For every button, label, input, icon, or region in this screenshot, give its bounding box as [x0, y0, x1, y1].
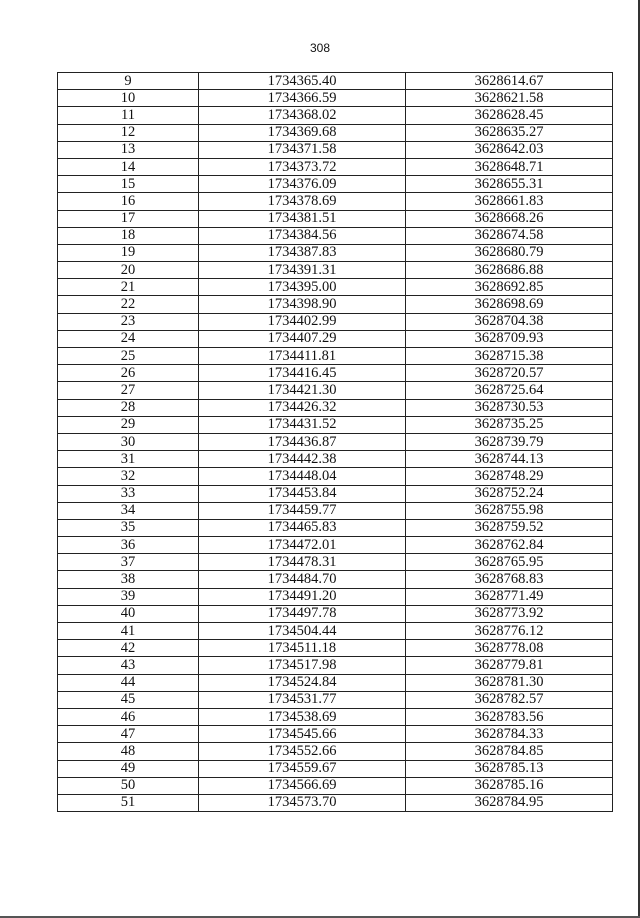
- x-coordinate-cell: 1734384.56: [199, 227, 406, 244]
- x-coordinate-cell: 1734559.67: [199, 760, 406, 777]
- table-row: [58, 571, 613, 588]
- x-coordinate-cell: 1734472.01: [199, 537, 406, 554]
- table-row: [58, 73, 613, 90]
- page-number: 308: [309, 41, 331, 55]
- x-coordinate-cell: 1734453.84: [199, 485, 406, 502]
- x-coordinate-cell: 1734517.98: [199, 657, 406, 674]
- point-number-cell: 46: [58, 708, 199, 725]
- point-number-cell: 27: [58, 382, 199, 399]
- point-number-cell: 18: [58, 227, 199, 244]
- table-row: [58, 330, 613, 347]
- table-row: [58, 708, 613, 725]
- y-coordinate-cell: 3628715.38: [406, 348, 613, 365]
- point-number-cell: 32: [58, 468, 199, 485]
- y-coordinate-cell: 3628781.30: [406, 674, 613, 691]
- point-number-cell: 28: [58, 399, 199, 416]
- x-coordinate-cell: 1734369.68: [199, 124, 406, 141]
- y-coordinate-cell: 3628771.49: [406, 588, 613, 605]
- y-coordinate-cell: 3628773.92: [406, 605, 613, 622]
- y-coordinate-cell: 3628768.83: [406, 571, 613, 588]
- table-row: [58, 657, 613, 674]
- point-number-cell: 36: [58, 537, 199, 554]
- y-coordinate-cell: 3628785.16: [406, 777, 613, 794]
- y-coordinate-cell: 3628720.57: [406, 365, 613, 382]
- coordinates-table: [57, 72, 613, 812]
- point-number-cell: 37: [58, 554, 199, 571]
- y-coordinate-cell: 3628779.81: [406, 657, 613, 674]
- point-number-cell: 48: [58, 743, 199, 760]
- x-coordinate-cell: 1734538.69: [199, 708, 406, 725]
- table-row: [58, 176, 613, 193]
- table-row: [58, 519, 613, 536]
- point-number-cell: 30: [58, 433, 199, 450]
- table-row: [58, 296, 613, 313]
- table-row: [58, 605, 613, 622]
- point-number-cell: 10: [58, 90, 199, 107]
- table-row: [58, 760, 613, 777]
- y-coordinate-cell: 3628635.27: [406, 124, 613, 141]
- x-coordinate-cell: 1734398.90: [199, 296, 406, 313]
- table-row: [58, 554, 613, 571]
- table-row: [58, 348, 613, 365]
- table-row: [58, 588, 613, 605]
- y-coordinate-cell: 3628709.93: [406, 330, 613, 347]
- point-number-cell: 44: [58, 674, 199, 691]
- table-row: [58, 726, 613, 743]
- y-coordinate-cell: 3628686.88: [406, 262, 613, 279]
- x-coordinate-cell: 1734431.52: [199, 416, 406, 433]
- y-coordinate-cell: 3628784.95: [406, 794, 613, 811]
- point-number-cell: 20: [58, 262, 199, 279]
- point-number-cell: 13: [58, 141, 199, 158]
- y-coordinate-cell: 3628648.71: [406, 158, 613, 175]
- x-coordinate-cell: 1734511.18: [199, 640, 406, 657]
- point-number-cell: 14: [58, 158, 199, 175]
- table-row: [58, 794, 613, 811]
- table-row: [58, 262, 613, 279]
- point-number-cell: 11: [58, 107, 199, 124]
- x-coordinate-cell: 1734442.38: [199, 451, 406, 468]
- point-number-cell: 49: [58, 760, 199, 777]
- point-number-cell: 50: [58, 777, 199, 794]
- x-coordinate-cell: 1734366.59: [199, 90, 406, 107]
- table-row: [58, 365, 613, 382]
- point-number-cell: 17: [58, 210, 199, 227]
- y-coordinate-cell: 3628765.95: [406, 554, 613, 571]
- table-row: [58, 90, 613, 107]
- table-row: [58, 279, 613, 296]
- y-coordinate-cell: 3628748.29: [406, 468, 613, 485]
- x-coordinate-cell: 1734411.81: [199, 348, 406, 365]
- point-number-cell: 43: [58, 657, 199, 674]
- x-coordinate-cell: 1734391.31: [199, 262, 406, 279]
- x-coordinate-cell: 1734465.83: [199, 519, 406, 536]
- x-coordinate-cell: 1734387.83: [199, 244, 406, 261]
- y-coordinate-cell: 3628668.26: [406, 210, 613, 227]
- point-number-cell: 21: [58, 279, 199, 296]
- x-coordinate-cell: 1734378.69: [199, 193, 406, 210]
- y-coordinate-cell: 3628614.67: [406, 73, 613, 90]
- point-number-cell: 19: [58, 244, 199, 261]
- point-number-cell: 25: [58, 348, 199, 365]
- point-number-cell: 29: [58, 416, 199, 433]
- y-coordinate-cell: 3628628.45: [406, 107, 613, 124]
- table-row: [58, 640, 613, 657]
- y-coordinate-cell: 3628755.98: [406, 502, 613, 519]
- point-number-cell: 26: [58, 365, 199, 382]
- x-coordinate-cell: 1734365.40: [199, 73, 406, 90]
- table-row: [58, 451, 613, 468]
- x-coordinate-cell: 1734524.84: [199, 674, 406, 691]
- x-coordinate-cell: 1734478.31: [199, 554, 406, 571]
- y-coordinate-cell: 3628762.84: [406, 537, 613, 554]
- point-number-cell: 15: [58, 176, 199, 193]
- x-coordinate-cell: 1734491.20: [199, 588, 406, 605]
- y-coordinate-cell: 3628778.08: [406, 640, 613, 657]
- y-coordinate-cell: 3628744.13: [406, 451, 613, 468]
- table-row: [58, 743, 613, 760]
- table-row: [58, 777, 613, 794]
- point-number-cell: 41: [58, 623, 199, 640]
- point-number-cell: 24: [58, 330, 199, 347]
- point-number-cell: 42: [58, 640, 199, 657]
- point-number-cell: 45: [58, 691, 199, 708]
- table-row: [58, 468, 613, 485]
- table-row: [58, 107, 613, 124]
- table-row: [58, 158, 613, 175]
- x-coordinate-cell: 1734545.66: [199, 726, 406, 743]
- x-coordinate-cell: 1734426.32: [199, 399, 406, 416]
- table-row: [58, 244, 613, 261]
- point-number-cell: 40: [58, 605, 199, 622]
- table-row: [58, 141, 613, 158]
- y-coordinate-cell: 3628692.85: [406, 279, 613, 296]
- table-row: [58, 502, 613, 519]
- table-row: [58, 623, 613, 640]
- table-row: [58, 433, 613, 450]
- table-row: [58, 537, 613, 554]
- table-row: [58, 674, 613, 691]
- table-row: [58, 227, 613, 244]
- x-coordinate-cell: 1734395.00: [199, 279, 406, 296]
- x-coordinate-cell: 1734484.70: [199, 571, 406, 588]
- y-coordinate-cell: 3628784.33: [406, 726, 613, 743]
- x-coordinate-cell: 1734497.78: [199, 605, 406, 622]
- y-coordinate-cell: 3628698.69: [406, 296, 613, 313]
- point-number-cell: 12: [58, 124, 199, 141]
- x-coordinate-cell: 1734407.29: [199, 330, 406, 347]
- y-coordinate-cell: 3628725.64: [406, 382, 613, 399]
- x-coordinate-cell: 1734436.87: [199, 433, 406, 450]
- x-coordinate-cell: 1734368.02: [199, 107, 406, 124]
- point-number-cell: 34: [58, 502, 199, 519]
- point-number-cell: 47: [58, 726, 199, 743]
- point-number-cell: 38: [58, 571, 199, 588]
- table-row: [58, 124, 613, 141]
- table-row: [58, 210, 613, 227]
- x-coordinate-cell: 1734371.58: [199, 141, 406, 158]
- table-row: [58, 399, 613, 416]
- y-coordinate-cell: 3628642.03: [406, 141, 613, 158]
- y-coordinate-cell: 3628704.38: [406, 313, 613, 330]
- y-coordinate-cell: 3628730.53: [406, 399, 613, 416]
- x-coordinate-cell: 1734552.66: [199, 743, 406, 760]
- y-coordinate-cell: 3628784.85: [406, 743, 613, 760]
- y-coordinate-cell: 3628785.13: [406, 760, 613, 777]
- point-number-cell: 9: [58, 73, 199, 90]
- point-number-cell: 39: [58, 588, 199, 605]
- x-coordinate-cell: 1734376.09: [199, 176, 406, 193]
- table-row: [58, 313, 613, 330]
- y-coordinate-cell: 3628735.25: [406, 416, 613, 433]
- point-number-cell: 31: [58, 451, 199, 468]
- point-number-cell: 33: [58, 485, 199, 502]
- x-coordinate-cell: 1734402.99: [199, 313, 406, 330]
- x-coordinate-cell: 1734566.69: [199, 777, 406, 794]
- x-coordinate-cell: 1734381.51: [199, 210, 406, 227]
- y-coordinate-cell: 3628776.12: [406, 623, 613, 640]
- table-row: [58, 193, 613, 210]
- x-coordinate-cell: 1734531.77: [199, 691, 406, 708]
- point-number-cell: 35: [58, 519, 199, 536]
- y-coordinate-cell: 3628621.58: [406, 90, 613, 107]
- y-coordinate-cell: 3628783.56: [406, 708, 613, 725]
- x-coordinate-cell: 1734459.77: [199, 502, 406, 519]
- x-coordinate-cell: 1734573.70: [199, 794, 406, 811]
- y-coordinate-cell: 3628680.79: [406, 244, 613, 261]
- y-coordinate-cell: 3628782.57: [406, 691, 613, 708]
- x-coordinate-cell: 1734416.45: [199, 365, 406, 382]
- point-number-cell: 23: [58, 313, 199, 330]
- x-coordinate-cell: 1734504.44: [199, 623, 406, 640]
- table-row: [58, 416, 613, 433]
- x-coordinate-cell: 1734373.72: [199, 158, 406, 175]
- y-coordinate-cell: 3628661.83: [406, 193, 613, 210]
- y-coordinate-cell: 3628759.52: [406, 519, 613, 536]
- x-coordinate-cell: 1734421.30: [199, 382, 406, 399]
- y-coordinate-cell: 3628739.79: [406, 433, 613, 450]
- point-number-cell: 22: [58, 296, 199, 313]
- table-row: [58, 382, 613, 399]
- y-coordinate-cell: 3628674.58: [406, 227, 613, 244]
- table-row: [58, 485, 613, 502]
- coordinates-table-body: [58, 73, 613, 812]
- y-coordinate-cell: 3628752.24: [406, 485, 613, 502]
- x-coordinate-cell: 1734448.04: [199, 468, 406, 485]
- point-number-cell: 16: [58, 193, 199, 210]
- table-row: [58, 691, 613, 708]
- point-number-cell: 51: [58, 794, 199, 811]
- y-coordinate-cell: 3628655.31: [406, 176, 613, 193]
